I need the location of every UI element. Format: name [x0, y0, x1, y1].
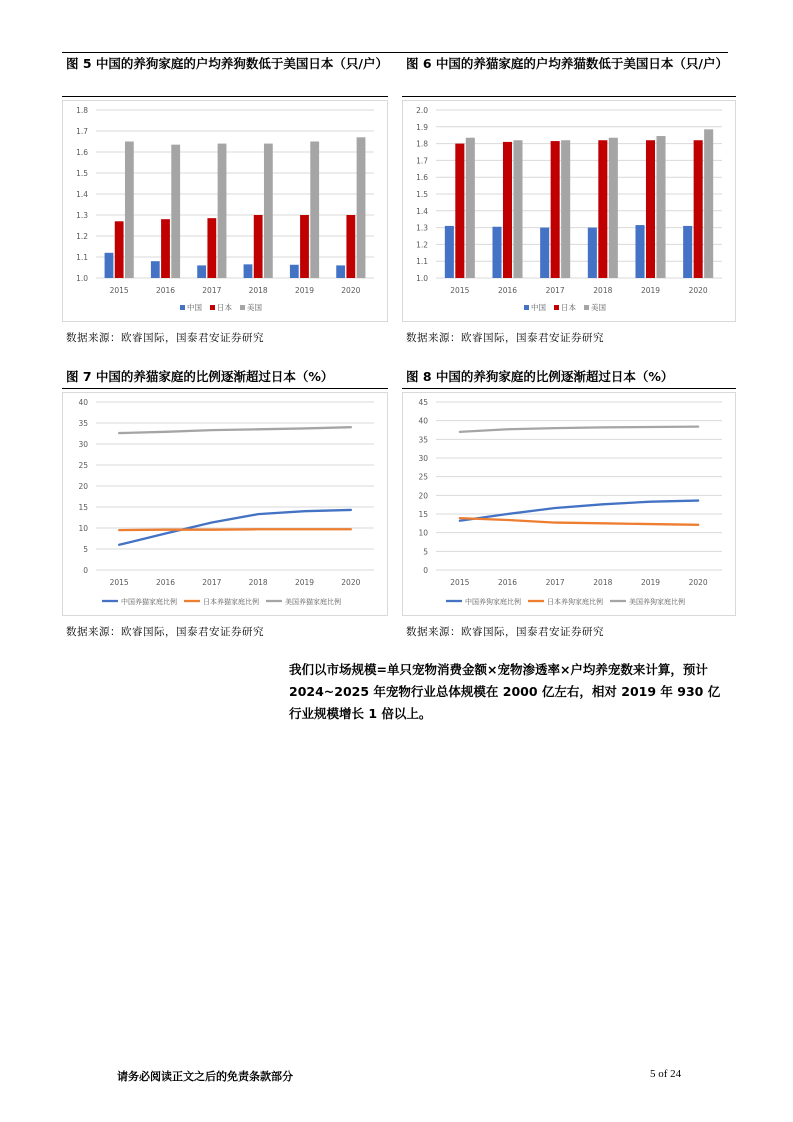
x-tick-label: 2019	[294, 578, 315, 587]
y-tick-label: 1.8	[416, 139, 428, 149]
legend-swatch	[524, 305, 529, 310]
x-tick-label: 2020	[688, 578, 708, 587]
figure-7-source: 数据来源：欧睿国际，国泰君安证券研究	[66, 626, 264, 638]
figure-6-title: 图 6 中国的养猫家庭的户均养猫数低于美国日本（只/户）	[406, 56, 728, 71]
y-tick-label: 20	[78, 482, 88, 491]
chart-svg	[402, 392, 736, 616]
x-tick-label: 2018	[593, 286, 613, 295]
figure-7-rule	[62, 388, 388, 389]
bar-美国	[218, 144, 227, 278]
y-tick-label: 35	[418, 435, 428, 445]
footer-disclaimer: 请务必阅读正文之后的免责条款部分	[117, 1070, 293, 1083]
chart-svg	[402, 100, 736, 322]
y-tick-label: 30	[78, 440, 88, 449]
figure-5-rule	[62, 96, 388, 97]
legend-label: 中国	[187, 303, 202, 312]
x-tick-label: 2017	[545, 286, 565, 295]
y-tick-label: 5	[423, 547, 428, 557]
y-tick-label: 1.6	[76, 148, 88, 157]
bar-中国	[588, 228, 597, 278]
bar-日本	[254, 215, 263, 278]
figure-6-rule	[402, 96, 736, 97]
y-tick-label: 40	[78, 398, 88, 407]
x-tick-label: 2017	[202, 286, 222, 295]
bar-日本	[115, 221, 124, 278]
bar-美国	[609, 138, 618, 278]
y-tick-label: 1.4	[76, 190, 88, 199]
legend-label: 日本养猫家庭比例	[203, 598, 259, 606]
bar-日本	[455, 144, 464, 278]
bar-美国	[171, 145, 180, 278]
y-tick-label: 1.3	[76, 211, 88, 220]
legend-label: 美国养狗家庭比例	[629, 598, 685, 606]
figure-8-source: 数据来源：欧睿国际，国泰君安证券研究	[406, 626, 604, 638]
bar-日本	[551, 141, 560, 278]
figure-5-source: 数据来源：欧睿国际，国泰君安证券研究	[66, 332, 264, 344]
y-tick-label: 2.0	[416, 106, 428, 115]
x-tick-label: 2015	[450, 286, 470, 295]
bar-日本	[598, 140, 607, 278]
x-tick-label: 2019	[294, 286, 315, 295]
legend-label: 日本	[217, 303, 232, 312]
y-tick-label: 1.2	[76, 232, 88, 241]
x-tick-label: 2018	[248, 578, 268, 587]
header-rule	[62, 52, 728, 53]
y-tick-label: 45	[418, 398, 428, 407]
figure-8-title: 图 8 中国的养狗家庭的比例逐渐超过日本（%）	[406, 369, 674, 384]
y-tick-label: 10	[78, 524, 88, 533]
legend-swatch	[584, 305, 589, 310]
y-tick-label: 1.0	[76, 274, 88, 283]
x-tick-label: 2020	[341, 578, 361, 587]
bar-中国	[492, 227, 501, 278]
y-tick-label: 1.4	[416, 206, 428, 216]
x-tick-label: 2016	[155, 578, 176, 587]
bar-日本	[346, 215, 355, 278]
x-tick-label: 2018	[593, 578, 613, 587]
y-tick-label: 10	[418, 528, 428, 538]
y-tick-label: 40	[418, 416, 428, 426]
bar-美国	[264, 144, 273, 278]
figure-6-source: 数据来源：欧睿国际，国泰君安证券研究	[406, 332, 604, 344]
x-tick-label: 2015	[109, 286, 129, 295]
figure-7-title: 图 7 中国的养猫家庭的比例逐渐超过日本（%）	[66, 369, 334, 384]
body-paragraph: 我们以市场规模=单只宠物消费金额×宠物渗透率×户均养宠数来计算，预计 2024~2025 年宠物行业总体规模在 2000 亿左右，相对 2019 年 930 亿行业规模增长 1 倍以上。	[289, 662, 721, 721]
bar-美国	[357, 137, 366, 278]
x-tick-label: 2017	[202, 578, 222, 587]
x-tick-label: 2019	[640, 286, 661, 295]
legend-swatch	[180, 305, 185, 310]
y-tick-label: 25	[78, 461, 88, 470]
x-tick-label: 2019	[640, 578, 661, 587]
legend-swatch	[240, 305, 245, 310]
bar-日本	[694, 140, 703, 278]
bar-中国	[683, 226, 692, 278]
bar-中国	[244, 264, 253, 278]
line-日本养猫家庭比例	[119, 529, 351, 530]
y-tick-label: 1.5	[76, 169, 88, 178]
bar-日本	[207, 218, 216, 278]
y-tick-label: 1.2	[416, 240, 428, 250]
y-tick-label: 1.3	[416, 223, 428, 233]
bar-中国	[540, 228, 549, 278]
figure-8-chart	[402, 392, 736, 616]
y-tick-label: 1.7	[416, 156, 428, 166]
bar-美国	[561, 140, 570, 278]
bar-日本	[646, 140, 655, 278]
x-tick-label: 2020	[341, 286, 361, 295]
bar-美国	[466, 138, 475, 278]
y-tick-label: 15	[418, 510, 428, 519]
figure-7-chart	[62, 392, 388, 616]
x-tick-label: 2017	[545, 578, 565, 587]
y-tick-label: 0	[423, 566, 428, 575]
legend-label: 中国养猫家庭比例	[121, 598, 177, 606]
y-tick-label: 1.9	[416, 122, 428, 132]
y-tick-label: 1.5	[416, 190, 428, 199]
y-tick-label: 1.7	[76, 127, 88, 136]
bar-中国	[105, 253, 114, 278]
legend-label: 美国	[247, 303, 262, 312]
legend-label: 美国养猫家庭比例	[285, 598, 341, 606]
bar-日本	[300, 215, 309, 278]
bar-中国	[445, 226, 454, 278]
y-tick-label: 5	[83, 545, 88, 554]
x-tick-label: 2016	[497, 578, 518, 587]
y-tick-label: 35	[78, 419, 88, 428]
x-tick-label: 2018	[248, 286, 268, 295]
x-tick-label: 2020	[688, 286, 708, 295]
x-tick-label: 2015	[450, 578, 470, 587]
y-tick-label: 1.8	[76, 106, 88, 115]
x-tick-label: 2015	[109, 578, 129, 587]
y-tick-label: 15	[78, 503, 88, 512]
bar-美国	[513, 140, 522, 278]
legend-label: 日本	[561, 303, 576, 312]
legend-swatch	[554, 305, 559, 310]
legend-label: 中国养狗家庭比例	[465, 598, 521, 606]
y-tick-label: 1.1	[416, 257, 428, 267]
figure-5-title: 图 5 中国的养狗家庭的户均养狗数低于美国日本（只/户）	[66, 56, 388, 71]
bar-美国	[310, 142, 319, 279]
legend-swatch	[210, 305, 215, 310]
figure-8-rule	[402, 388, 736, 389]
y-tick-label: 1.0	[416, 274, 428, 283]
y-tick-label: 20	[418, 491, 428, 501]
legend-label: 日本养狗家庭比例	[547, 598, 603, 606]
page-number: 5 of 24	[650, 1068, 682, 1080]
figure-6-chart	[402, 100, 736, 322]
bar-日本	[503, 142, 512, 278]
bar-中国	[151, 261, 160, 278]
bar-中国	[635, 225, 644, 278]
bar-美国	[125, 142, 134, 279]
legend-label: 美国	[591, 303, 606, 312]
legend-label: 中国	[531, 303, 546, 312]
chart-svg	[62, 392, 388, 616]
y-tick-label: 1.1	[76, 253, 88, 262]
y-tick-label: 0	[83, 566, 88, 575]
x-tick-label: 2016	[497, 286, 518, 295]
chart-svg	[62, 100, 388, 322]
x-tick-label: 2016	[155, 286, 176, 295]
figure-5-chart	[62, 100, 388, 322]
y-tick-label: 1.6	[416, 173, 428, 183]
bar-美国	[704, 129, 713, 278]
bar-日本	[161, 219, 170, 278]
bar-中国	[290, 265, 299, 278]
bar-美国	[656, 136, 665, 278]
y-tick-label: 25	[418, 472, 428, 482]
y-tick-label: 30	[418, 454, 428, 463]
bar-中国	[336, 265, 345, 278]
bar-中国	[197, 265, 206, 278]
